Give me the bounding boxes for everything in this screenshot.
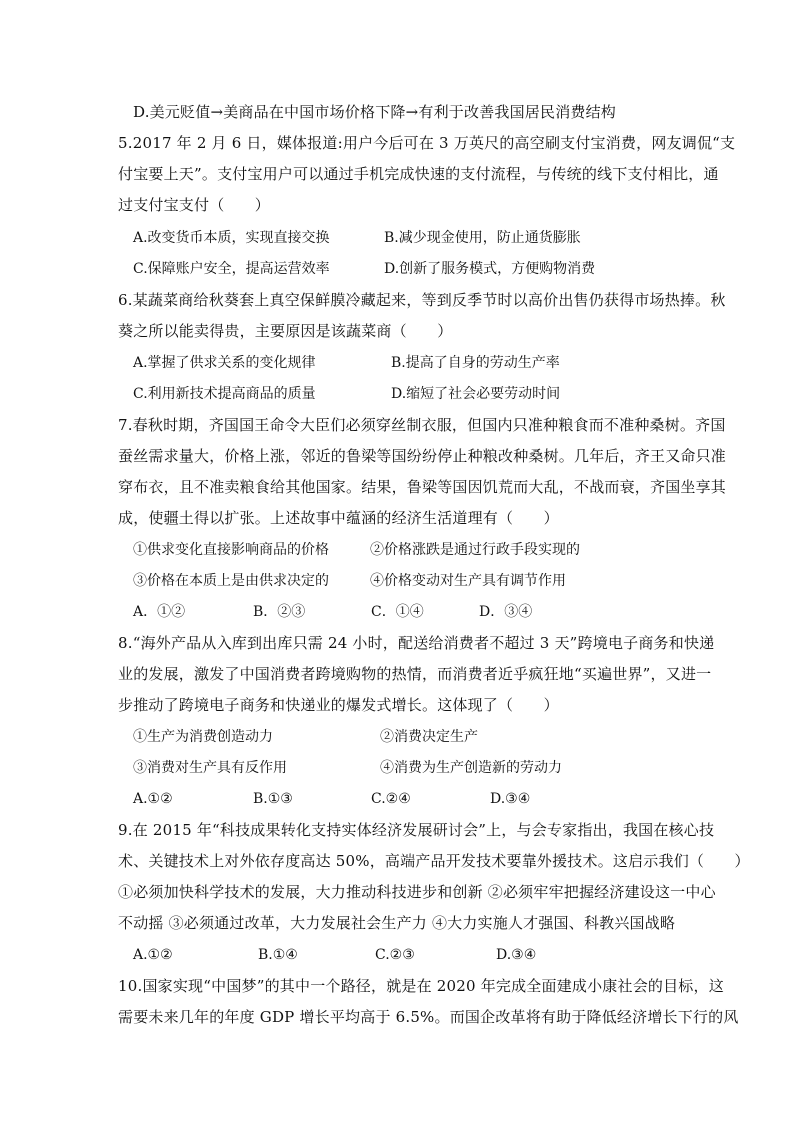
- option-item: C.②④: [371, 791, 411, 807]
- option-item: A．①②: [133, 604, 186, 620]
- option-item: C.利用新技术提高商品的质量: [133, 386, 316, 402]
- text-line: 过支付宝支付（ ）: [118, 196, 271, 214]
- text-line: 穿布衣，且不准卖粮食给其他国家。结果，鲁梁等国因饥荒而大乱，不战而衰，齐国坐享其: [118, 478, 727, 496]
- option-item: ③消费对生产具有反作用: [133, 760, 287, 776]
- text-line: 步推动了跨境电子商务和快递业的爆发式增长。这体现了（ ）: [118, 696, 559, 714]
- option-item: ④消费为生产创造新的劳动力: [380, 760, 562, 776]
- text-line: 蚕丝需求量大，价格上涨，邻近的鲁梁等国纷纷停止种粮改种桑树。几年后，齐王又命只准: [118, 447, 727, 465]
- text-line: 不动摇 ③必须通过改革，大力发展社会生产力 ④大力实施人才强国、科教兴国战略: [118, 914, 676, 932]
- text-line: D.美元贬值→美商品在中国市场价格下降→有利于改善我国居民消费结构: [133, 103, 616, 121]
- text-line: 术、关键技术上对外依存度高达 50%，高端产品开发技术要靠外援技术。这启示我们（ ）: [118, 852, 750, 870]
- option-item: A.改变货币本质，实现直接交换: [133, 230, 330, 246]
- option-item: A.①②: [133, 947, 173, 963]
- text-line: 6.某蔬菜商给秋葵套上真空保鲜膜冷藏起来，等到反季节时以高价出售仍获得市场热捧。秋: [118, 291, 726, 309]
- option-item: ④价格变动对生产具有调节作用: [370, 573, 566, 589]
- option-item: D.缩短了社会必要劳动时间: [391, 386, 561, 402]
- option-item: A.掌握了供求关系的变化规律: [133, 355, 316, 371]
- option-item: ③价格在本质上是由供求决定的: [133, 573, 329, 589]
- text-line: 葵之所以能卖得贵，主要原因是该蔬菜商（ ）: [118, 322, 453, 340]
- option-item: ①供求变化直接影响商品的价格: [133, 542, 329, 558]
- option-item: ①生产为消费创造动力: [133, 729, 273, 745]
- option-item: B.提高了自身的劳动生产率: [391, 355, 560, 371]
- text-line: 成，使疆土得以扩张。上述故事中蕴涵的经济生活道理有（ ）: [118, 509, 559, 527]
- option-item: C．①④: [371, 604, 424, 620]
- text-line: 需要未来几年的年度 GDP 增长平均高于 6.5%。而国企改革将有助于降低经济增长下行的风: [118, 1008, 739, 1026]
- option-item: C.保障账户安全，提高运营效率: [133, 261, 330, 277]
- option-item: ②消费决定生产: [380, 729, 478, 745]
- option-item: B.减少现金使用，防止通货膨胀: [384, 230, 581, 246]
- text-line: 8.“海外产品从入库到出库只需 24 小时，配送给消费者不超过 3 天”跨境电子商务和快递: [118, 634, 715, 652]
- text-line: 付宝要上天”。支付宝用户可以通过手机完成快速的支付流程，与传统的线下支付相比，通: [118, 165, 719, 183]
- option-item: A.①②: [133, 791, 173, 807]
- option-item: D.③④: [490, 791, 531, 807]
- text-line: 7.春秋时期，齐国国王命令大臣们必须穿丝制衣服，但国内只准种粮食而不准种桑树。齐国: [118, 416, 726, 434]
- option-item: C.②③: [375, 947, 415, 963]
- option-item: D.创新了服务模式，方便购物消费: [384, 261, 596, 277]
- option-item: ②价格涨跌是通过行政手段实现的: [370, 542, 580, 558]
- option-item: B.①④: [258, 947, 298, 963]
- text-line: 10.国家实现“中国梦”的其中一个路径，就是在 2020 年完成全面建成小康社会的目标，这: [118, 977, 724, 995]
- text-line: 9.在 2015 年“科技成果转化支持实体经济发展研讨会”上，与会专家指出，我国在核心技: [118, 821, 715, 839]
- option-item: D．③④: [479, 604, 533, 620]
- option-item: D.③④: [496, 947, 537, 963]
- text-line: ①必须加快科学技术的发展，大力推动科技进步和创新 ②必须牢牢把握经济建设这一中心: [118, 883, 716, 901]
- text-line: 业的发展，激发了中国消费者跨境购物的热情，而消费者近乎疯狂地“买遍世界”，又进一: [118, 665, 712, 683]
- option-item: B．②③: [253, 604, 306, 620]
- text-line: 5.2017 年 2 月 6 日，媒体报道:用户今后可在 3 万英尺的高空刷支付宝消费，网友调侃“支: [118, 134, 736, 152]
- option-item: B.①③: [253, 791, 293, 807]
